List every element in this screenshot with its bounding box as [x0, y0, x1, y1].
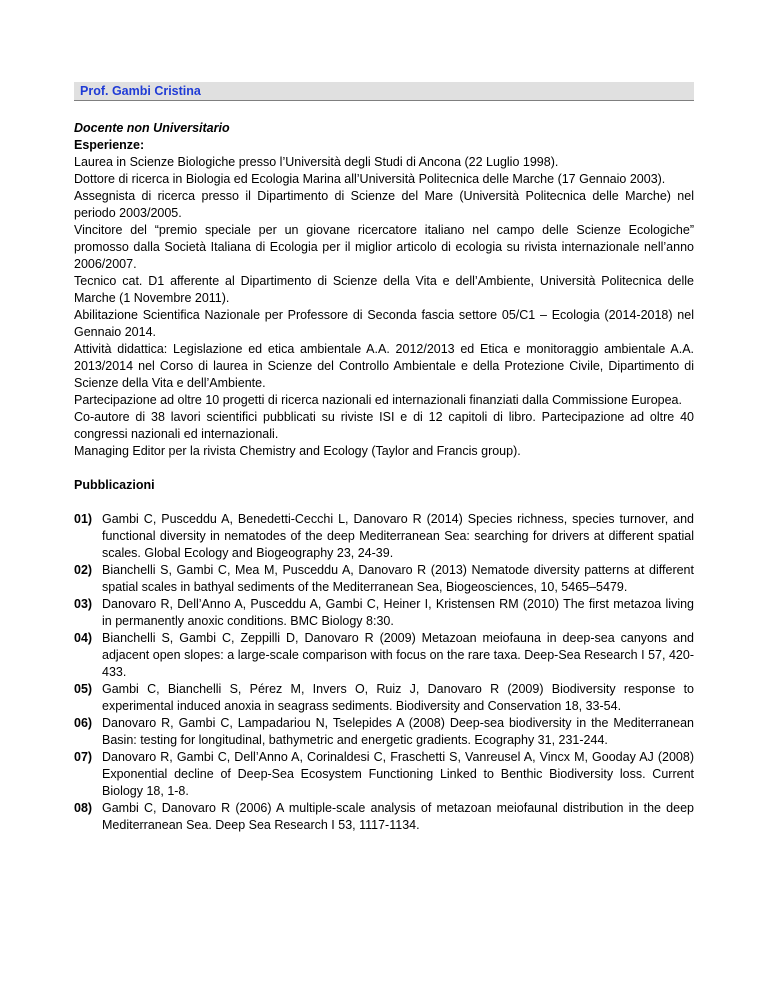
publication-item [74, 562, 694, 596]
experience-item: Managing Editor per la rivista Chemistry and Ecology (Taylor and Francis group). [74, 444, 521, 458]
name-heading: Prof. Gambi Cristina [74, 82, 694, 101]
publication-text: Danovaro R, Gambi C, Dell’Anno A, Corinaldesi C, Fraschetti S, Vanreusel A, Vincx M, Gooday AJ (2008) Exponential decline of Deep-Sea Ecosystem Functioning Linked to Benthic Biodiversity loss. Current Biology 18, 1-8. [102, 750, 694, 798]
publication-item [74, 715, 694, 749]
publication-number: 02) [74, 563, 93, 577]
publication-number: 05) [74, 682, 93, 696]
experience-item: Tecnico cat. D1 afferente al Dipartimento di Scienze della Vita e dell’Ambiente, Università Politecnica delle Marche (1 Novembre 2011). [74, 274, 694, 305]
experience-item: Co-autore di 38 lavori scientifici pubblicati su riviste ISI e di 12 capitoli di libro. Partecipazione ad oltre 40 congressi nazionali ed internazionali. [74, 410, 694, 441]
experience-item: Dottore di ricerca in Biologia ed Ecologia Marina all’Università Politecnica delle Marche (17 Gennaio 2003). [74, 172, 666, 186]
publication-number: 03) [74, 597, 93, 611]
publication-number: 06) [74, 716, 93, 730]
publication-item [74, 596, 694, 630]
experience-item: Partecipazione ad oltre 10 progetti di ricerca nazionali ed internazionali finanziati dalla Commissione Europea. [74, 393, 682, 407]
experience-item: Abilitazione Scientifica Nazionale per Professore di Seconda fascia settore 05/C1 – Ecologia (2014-2018) nel Gennaio 2014. [74, 308, 694, 339]
publication-number: 01) [74, 512, 93, 526]
experiences-heading: Esperienze: [74, 138, 145, 152]
publication-text: Danovaro R, Gambi C, Lampadariou N, Tselepides A (2008) Deep-sea biodiversity in the Mediterranean Basin: testing for longitudinal, bathymetric and energetic gradients. Ecography 31, 231-244. [102, 716, 694, 747]
publication-item [74, 681, 694, 715]
publication-item [74, 511, 694, 562]
document-page [74, 82, 694, 834]
experience-item: Vincitore del “premio speciale per un giovane ricercatore italiano nel campo delle Scienze Ecologiche” promosso dalla Società Italiana di Ecologia per il miglior articolo di ecologia su rivista internazionale nell’anno 2006/2007. [74, 223, 694, 271]
publication-text: Gambi C, Pusceddu A, Benedetti-Cecchi L, Danovaro R (2014) Species richness, species turnover, and functional diversity in nematodes of the deep Mediterranean Sea: searching for drivers at different spatial scales. Global Ecology and Biogeography 23, 24-39. [102, 512, 694, 560]
publication-text: Bianchelli S, Gambi C, Zeppilli D, Danovaro R (2009) Metazoan meiofauna in deep-sea canyons and adjacent open slopes: a large-scale comparison with focus on the rare taxa. Deep-Sea Research I 57, 420-433. [102, 631, 694, 679]
publications-list [74, 511, 694, 834]
experiences-list [74, 154, 694, 460]
publication-text: Gambi C, Danovaro R (2006) A multiple-scale analysis of metazoan meiofaunal distribution in the deep Mediterranean Sea. Deep Sea Research I 53, 1117-1134. [102, 801, 694, 832]
publications-heading: Pubblicazioni [74, 478, 155, 492]
role-title: Docente non Universitario [74, 121, 230, 135]
publication-item [74, 630, 694, 681]
publication-item [74, 749, 694, 800]
experience-item: Laurea in Scienze Biologiche presso l’Università degli Studi di Ancona (22 Luglio 1998). [74, 155, 559, 169]
publication-number: 08) [74, 801, 93, 815]
publication-text: Danovaro R, Dell’Anno A, Pusceddu A, Gambi C, Heiner I, Kristensen RM (2010) The first metazoa living in permanently anoxic conditions. BMC Biology 8:30. [102, 597, 694, 628]
experience-item: Assegnista di ricerca presso il Dipartimento di Scienze del Mare (Università Politecnica delle Marche) nel periodo 2003/2005. [74, 189, 694, 220]
publication-number: 07) [74, 750, 93, 764]
publication-text: Gambi C, Bianchelli S, Pérez M, Invers O, Ruiz J, Danovaro R (2009) Biodiversity response to experimental induced anoxia in seagrass sediments. Biodiversity and Conservation 18, 33-54. [102, 682, 694, 713]
experience-item: Attività didattica: Legislazione ed etica ambientale A.A. 2012/2013 ed Etica e monitoraggio ambientale A.A. 2013/2014 nel Corso di laurea in Scienze del Controllo Ambientale e della Protezione Civile, Dipartimento di Scienze della Vita e dell’Ambiente. [74, 342, 694, 390]
publication-item [74, 800, 694, 834]
publication-text: Bianchelli S, Gambi C, Mea M, Pusceddu A, Danovaro R (2013) Nematode diversity patterns at different spatial scales in bathyal sediments of the Mediterranean Sea, Biogeosciences, 10, 5465–5479. [102, 563, 694, 594]
publication-number: 04) [74, 631, 93, 645]
